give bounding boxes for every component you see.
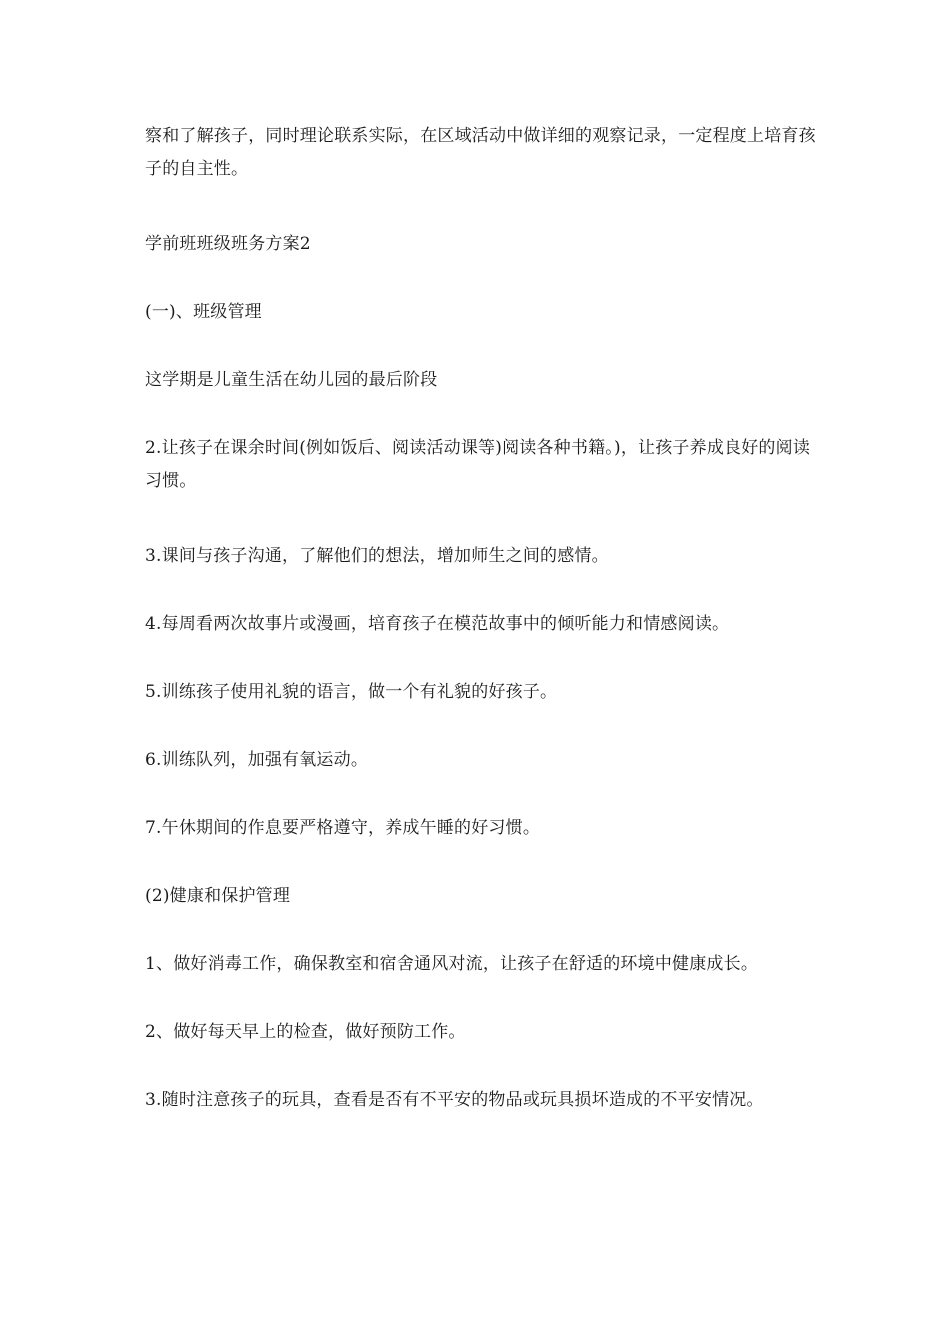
list-item-3-communication: 3.课间与孩子沟通，了解他们的想法，增加师生之间的感情。 [145, 546, 609, 566]
list-item-6-exercise: 6.训练队列，加强有氧运动。 [145, 750, 369, 770]
subsection-heading-health: (2)健康和保护管理 [145, 886, 291, 906]
health-item-2-morning-check: 2、做好每天早上的检查，做好预防工作。 [145, 1022, 466, 1042]
health-item-1-disinfection: 1、做好消毒工作，确保教室和宿舍通风对流，让孩子在舒适的环境中健康成长。 [145, 954, 759, 974]
paragraph-semester-note: 这学期是儿童生活在幼儿园的最后阶段 [145, 370, 438, 390]
paragraph-intro-continuation: 察和了解孩子，同时理论联系实际，在区域活动中做详细的观察记录，一定程度上培育孩子的自主性。 [145, 126, 816, 179]
list-item-4-stories: 4.每周看两次故事片或漫画，培育孩子在模范故事中的倾听能力和情感阅读。 [145, 614, 730, 634]
health-item-3-toy-safety: 3.随时注意孩子的玩具，查看是否有不平安的物品或玩具损坏造成的不平安情况。 [145, 1090, 764, 1110]
list-item-5-manners: 5.训练孩子使用礼貌的语言，做一个有礼貌的好孩子。 [145, 682, 558, 702]
list-item-2-reading: 2.让孩子在课余时间(例如饭后、阅读活动课等)阅读各种书籍。)，让孩子养成良好的阅读习惯。 [145, 438, 811, 491]
subsection-heading-class-management: (一)、班级管理 [145, 302, 262, 322]
section-title: 学前班班级班务方案2 [145, 234, 311, 254]
list-item-7-nap: 7.午休期间的作息要严格遵守，养成午睡的好习惯。 [145, 818, 541, 838]
